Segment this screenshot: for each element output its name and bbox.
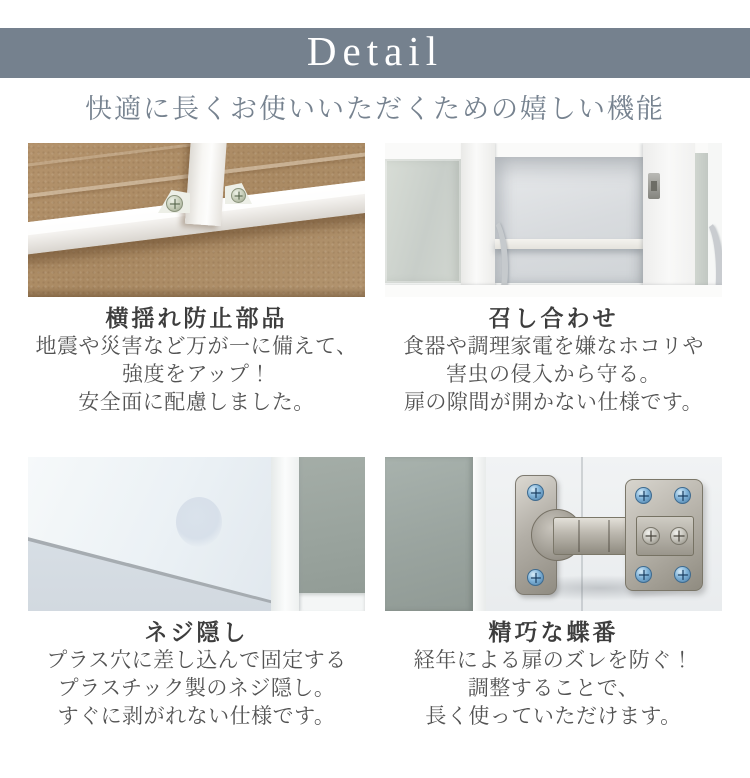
screw-icon — [674, 566, 691, 583]
photo-bottom-shadow — [28, 287, 365, 297]
screw-icon — [527, 569, 544, 586]
detail-header-band — [0, 28, 750, 78]
cabinet-interior — [495, 157, 643, 283]
frosted-glass-door — [385, 457, 473, 611]
hinge-adjust-block — [636, 516, 694, 556]
feature-screw-cap — [28, 457, 365, 731]
feature-grid — [28, 143, 722, 731]
screw-icon — [527, 484, 544, 501]
feature-title: 精巧な蝶番 — [488, 619, 619, 645]
feature-text-line: 食器や調理家電を嫌なホコリや — [403, 335, 704, 358]
screw-icon — [231, 188, 246, 203]
feature-text-line: 強度をアップ！ — [121, 363, 272, 386]
glass-door-gap-photo — [385, 143, 722, 297]
feature-hinge — [385, 457, 722, 731]
feature-text-line: 経年による扉のズレを防ぐ！ — [413, 649, 694, 672]
detail-title: Detail — [306, 28, 444, 74]
adjust-screw-icon — [670, 527, 688, 545]
feature-meeting-stile — [385, 143, 722, 417]
baseboard — [299, 593, 365, 611]
frosted-glass-left-door — [385, 159, 461, 283]
board-seam-line — [28, 143, 207, 168]
cabinet-shelf — [495, 239, 643, 249]
cabinet-back-brace-photo — [28, 143, 365, 297]
precision-hinge-photo — [385, 457, 722, 611]
cabinet-edge-strip — [271, 457, 299, 611]
feature-anti-sway — [28, 143, 365, 417]
feature-text-line: 地震や災害など万が一に備えて、 — [35, 335, 358, 358]
screw-icon — [635, 566, 652, 583]
hinge-arm — [553, 517, 635, 555]
section-subtitle: 快適に長くお使いいただくための嬉しい機能 — [85, 94, 665, 124]
feature-text-line: プラスチック製のネジ隠し。 — [57, 677, 336, 700]
adjust-screw-icon — [642, 527, 660, 545]
background-wall — [299, 457, 365, 593]
feature-text-line: 長く使っていただけます。 — [425, 705, 682, 728]
hinge-mount-plate — [625, 479, 703, 591]
feature-text-line: 扉の隙間が開かない仕様です。 — [403, 391, 704, 414]
screw-icon — [674, 487, 691, 504]
feature-title: 召し合わせ — [488, 305, 619, 331]
feature-text-line: 害虫の侵入から守る。 — [446, 363, 661, 386]
vertical-brace-post — [185, 143, 227, 226]
feature-title: 横揺れ防止部品 — [105, 305, 288, 331]
screw-icon — [166, 195, 183, 212]
feature-title: ネジ隠し — [144, 619, 249, 645]
cabinet-bottom-frame — [385, 285, 722, 297]
door-edge-strip — [473, 457, 486, 611]
feature-text-line: 調整することで、 — [467, 677, 640, 700]
screw-cap-panel-photo — [28, 457, 365, 611]
screw-icon — [635, 487, 652, 504]
feature-text-line: 安全面に配慮しました。 — [78, 391, 315, 414]
feature-text-line: すぐに剥がれない仕様です。 — [57, 705, 336, 728]
screw-cap-dot — [176, 497, 222, 547]
feature-text-line: プラス穴に差し込んで固定する — [46, 649, 347, 672]
door-latch — [648, 173, 660, 199]
